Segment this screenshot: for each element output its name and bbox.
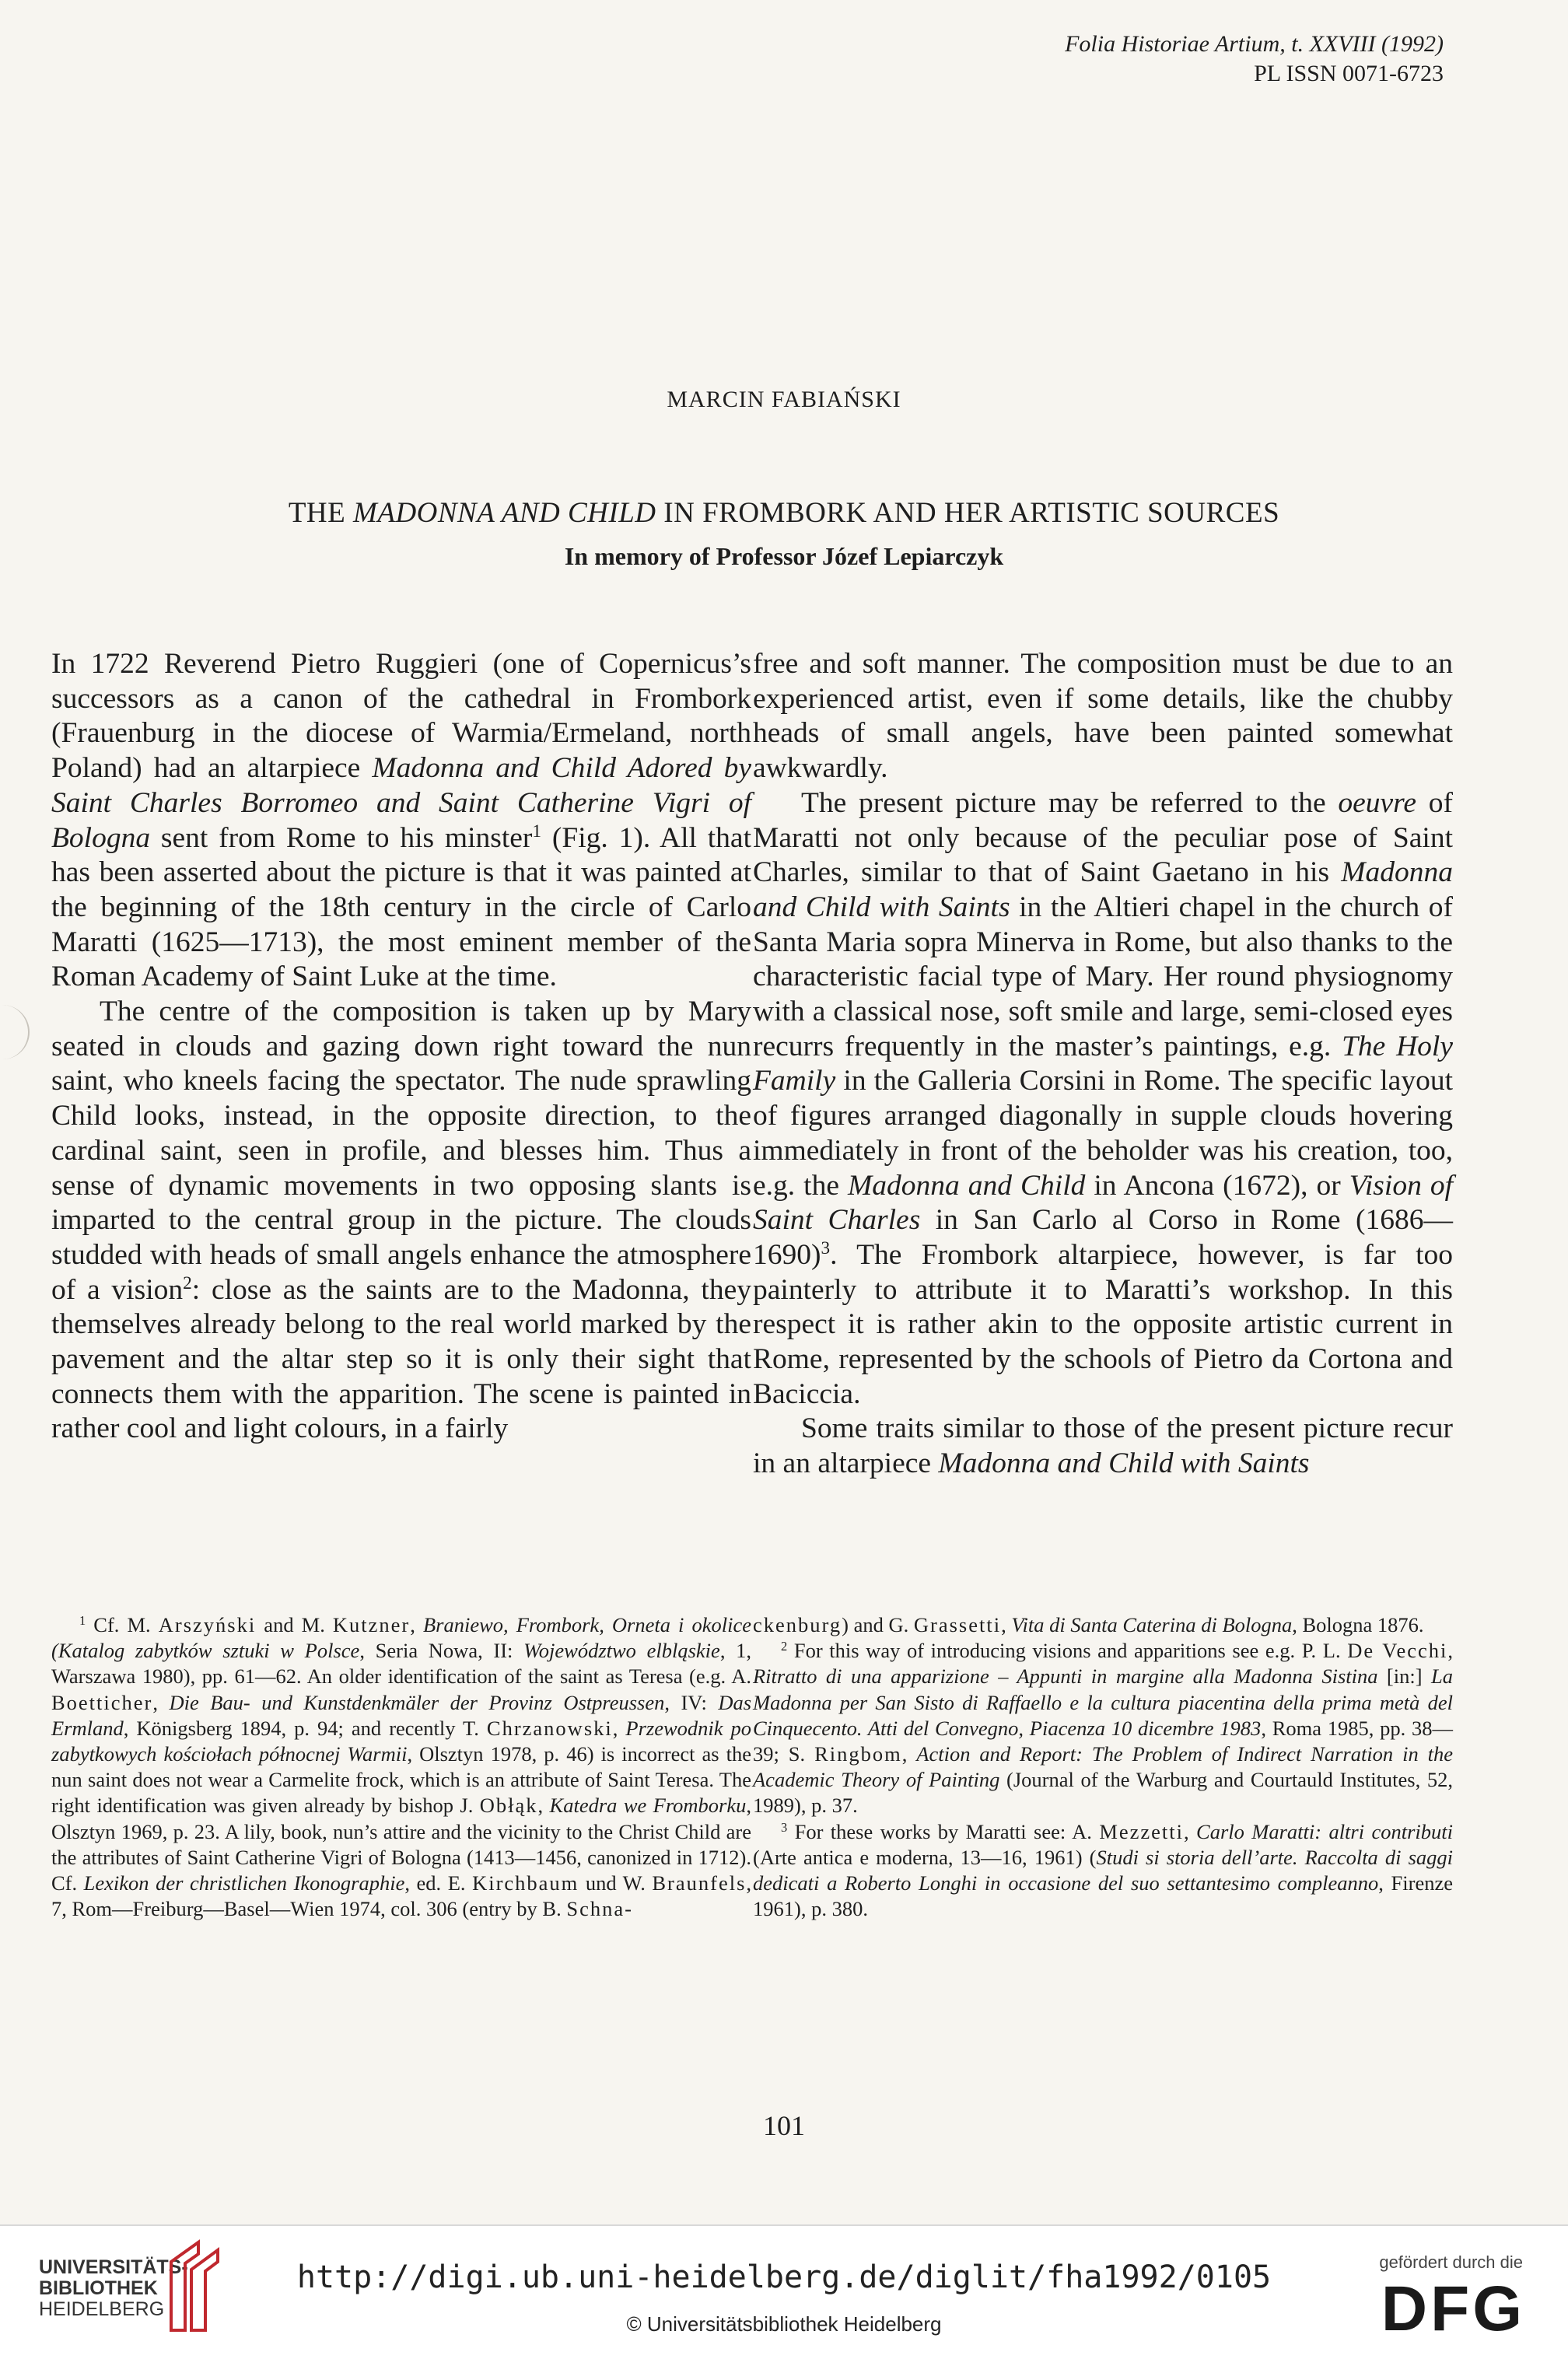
paragraph: The present picture may be referred to the oeuvre of Maratti not only because of the peculiar pose of Saint Charles, similar to that of Saint Gaetano in his Madonna and Child with Saints in the Altieri chapel in the church of Santa Maria sopra Minerva in Rome, but also thanks to the characteristic facial type of Mary. Her round physiognomy with a classical nose, soft smile and large, semi-closed eyes recurrs frequently in the master’s paintings, e.g. The Holy Family in the Galleria Corsini in Rome. The specific layout of figures arranged diagonally in supple clouds hovering immediately in front of the beholder was his creation, too, e.g. the Madonna and Child in Ancona (1672), or Vision of Saint Charles in San Carlo al Corso in Rome (1686—1690)$^3$. The Frombork altarpiece, however, is far too painterly to attribute it to Maratti’s workshop. In this respect it is rather akin to the opposite artistic current in Rome, represented by the schools of Pietro da Cortona and Baciccia. [753, 786, 1454, 1410]
library-line-1: UNIVERSITÄTS- [39, 2256, 188, 2278]
footnote: $^3$ For these works by Maratti see: A. Mezzetti, Carlo Maratti: altri contributi (Arte antica e moderna, 13—16, 1961) (Studi si storia dell’arte. Raccolta di saggi dedicati a Roberto Longhi in occasione del suo settantesimo compleanno, Firenze 1961), p. 380. [753, 1819, 1454, 1921]
paragraph: free and soft manner. The composition must be due to an experienced artist, even if some details, like the chubby heads of small angels, have been painted somewhat awkwardly. [753, 648, 1453, 785]
paragraph: The centre of the composition is taken up by Mary seated in clouds and gazing down right toward the nun saint, who kneels facing the spectator. The nude sprawling Child looks, instead, in the opposite direction, to the cardinal saint, seen in profile, and blesses him. Thus a sense of dynamic movements in two opposing slants is imparted to the central group in the picture. The clouds studded with heads of small angels enhance the atmosphere of a vision$^2$: close as the saints are to the Madonna, they themselves already belong to the real world marked by the pavement and the altar step so it is only their sight that connects them with the apparition. The scene is painted in rather cool and light colours, in a fairly [51, 996, 751, 1445]
footnotes-left [51, 1612, 751, 1922]
footnote: $^1$ Cf. M. Arszyński and M. Kutzner, Braniewo, Frombork, Orneta i okolice (Katalog zabytków sztuki w Polsce, Seria Nowa, II: Województwo elbląskie, 1, Warszawa 1980), pp. 61—62. An older identification of the saint as Teresa (e.g. A. Boetticher, Die Bau- und Kunstdenkmäler der Provinz Ostpreussen, IV: Das Ermland, Königsberg 1894, p. 94; and recently T. Chrzanowski, Przewodnik po zabytkowych kościołach północnej Warmii, Olsztyn 1978, p. 46) is incorrect as the nun saint does not wear a Carmelite frock, which is an attribute of Saint Teresa. The right identification was given already by bishop J. Obłąk, Katedra we Fromborku, Olsztyn 1969, p. 23. A lily, book, nun’s attire and the vicinity to the Christ Child are the attributes of Saint Catherine Vigri of Bologna (1413—1456, canonized in 1712). Cf. Lexikon der christlichen Ikonographie, ed. E. Kirchbaum und W. Braunfels, 7, Rom—Freiburg—Basel—Wien 1974, col. 306 (entry by B. Schna- [51, 1612, 752, 1921]
body-column-right [753, 647, 1453, 1482]
dedication: In memory of Professor Józef Lepiarczyk [564, 542, 1004, 570]
scan-margin-mark [0, 1005, 30, 1059]
journal-issn: PL ISSN 0071-6723 [1254, 61, 1444, 86]
title-suffix: IN FROMBORK AND HER ARTISTIC SOURCES [656, 497, 1280, 529]
footnotes-right [753, 1612, 1453, 1922]
footnote: ckenburg) and G. Grassetti, Vita di Santa Caterina di Bologna, Bologna 1876. [753, 1613, 1424, 1636]
journal-header [899, 30, 1444, 89]
paragraph: Some traits similar to those of the present picture recur in an altarpiece Madonna and Child with Saints [753, 1412, 1453, 1480]
footnote: $^2$ For this way of introducing visions and apparitions see e.g. P. L. De Vecchi, Ritratto di una apparizione – Appunti in margine alla Madonna Sistina [in:] La Madonna per San Sisto di Raffaello e la cultura piacentina della prima metà del Cinquecento. Atti del Convegno, Piacenza 10 dicembre 1983, Roma 1985, pp. 38—39; S. Ringbom, Action and Report: The Problem of Indirect Narration in the Academic Theory of Painting (Journal of the Warburg and Courtauld Institutes, 52, 1989), p. 37. [753, 1639, 1454, 1818]
title-prefix: THE [288, 497, 354, 529]
dfg-logo: DFG [1381, 2273, 1525, 2344]
body-column-left [51, 647, 751, 1447]
copyright-notice: © Universitätsbibliothek Heidelberg [626, 2312, 942, 2336]
paragraph: In 1722 Reverend Pietro Ruggieri (one of Copernicus’s successors as a canon of the cathedral in Frombork (Frauenburg in the diocese of Warmia/Ermeland, north Poland) had an altarpiece Madonna and Child Adored by Saint Charles Borromeo and Saint Catherine Vigri of Bologna sent from Rome to his minster$^1$ (Fig. 1). All that has been asserted about the picture is that it was painted at the beginning of the 18th century in the circle of Carlo Maratti (1625—1713), the most eminent member of the Roman Academy of Saint Luke at the time. [51, 648, 751, 993]
title-italic: MADONNA AND CHILD [353, 497, 656, 529]
document-link[interactable]: http://digi.ub.uni-heidelberg.de/diglit/fha1992/0105 [296, 2259, 1272, 2295]
author-name: MARCIN FABIAŃSKI [667, 387, 901, 412]
funder-label: gefördert durch die [1379, 2252, 1523, 2272]
page-number: 101 [763, 2110, 805, 2141]
library-line-3: HEIDELBERG [39, 2298, 165, 2320]
article-title [0, 496, 1568, 530]
journal-citation: Folia Historiae Artium, t. XXVIII (1992) [1065, 31, 1444, 57]
library-line-2: BIBLIOTHEK [39, 2277, 158, 2299]
